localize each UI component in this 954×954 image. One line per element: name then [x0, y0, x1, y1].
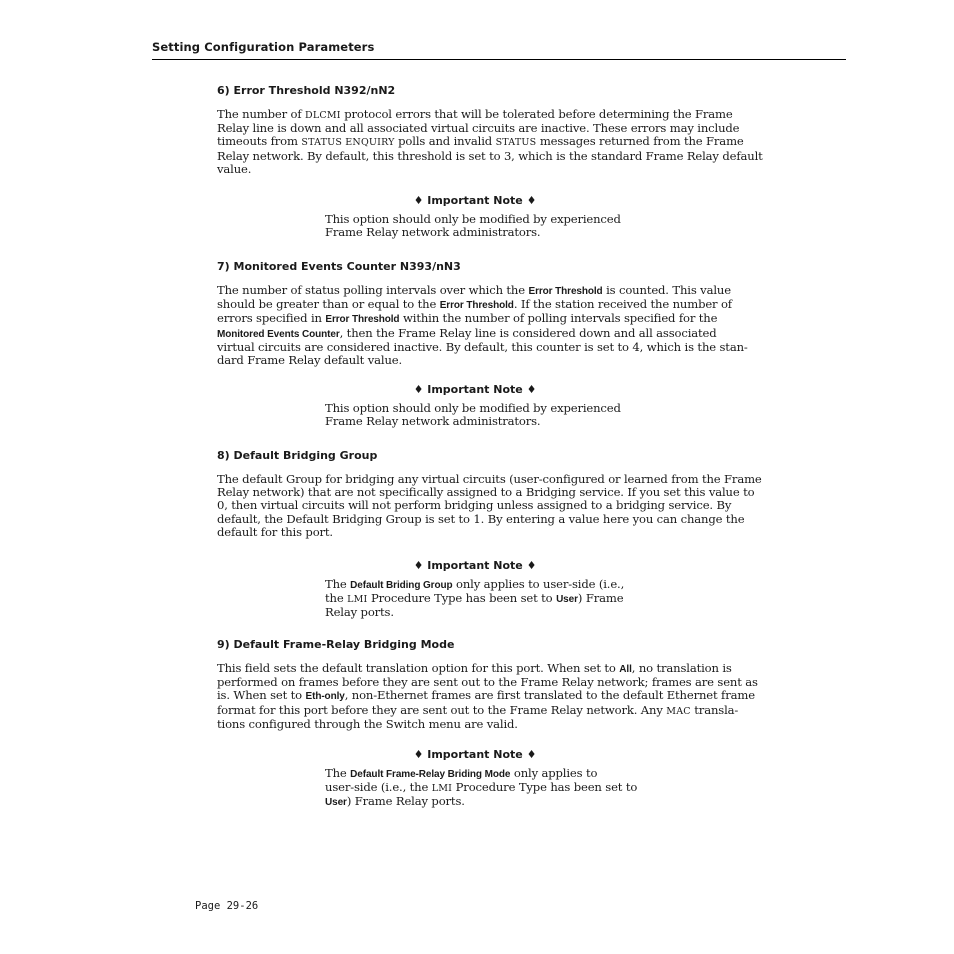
note-title: ♦ Important Note ♦ — [413, 194, 537, 207]
note-title: ♦ Important Note ♦ — [413, 748, 537, 761]
text-line: The Default Briding Group only applies to user-side (i.e., — [325, 577, 625, 591]
text-line: user-side (i.e., the LMI Procedure Type has been set to — [325, 780, 638, 795]
text-line: dard Frame Relay default value. — [217, 353, 403, 368]
parameter-name: Error Threshold — [528, 286, 603, 297]
text-line: value. — [217, 161, 252, 176]
text-line: Relay line is down and all associated virtual circuits are inactive. These errors may include — [217, 121, 740, 136]
parameter-name: Default Frame-Relay Briding Mode — [350, 769, 511, 780]
parameter-name: User — [556, 594, 578, 606]
note-title: ♦ Important Note ♦ — [413, 383, 537, 396]
small-caps-term: LMI — [431, 783, 453, 795]
text-line: format for this port before they are sent out to the Frame Relay network. Any MAC transla- — [217, 702, 739, 717]
parameter-name: Monitored Events Counter — [217, 328, 340, 340]
text-line: The Default Frame-Relay Briding Mode only applies to — [325, 766, 598, 780]
section-heading: 9) Default Frame-Relay Bridging Mode — [217, 638, 455, 651]
text-line: The default Group for bridging any virtual circuits (user-configured or learned from the Frame — [217, 472, 762, 486]
text-line: timeouts from STATUS ENQUIRY polls and invalid STATUS messages returned from the Frame — [217, 134, 744, 149]
page-number: Page 29-26 — [195, 900, 259, 912]
parameter-name: Default Briding Group — [350, 580, 453, 591]
note-body — [325, 767, 655, 810]
note-body — [325, 578, 655, 620]
text-line: The number of DLCMI protocol errors that will be tolerated before determining the Frame — [217, 107, 733, 121]
text-line: Relay network) that are not specifically assigned to a Bridging service. If you set this value to — [217, 485, 755, 500]
text-line: errors specified in Error Threshold within the number of polling intervals specified for the — [217, 311, 718, 326]
parameter-name: Error Threshold — [439, 300, 514, 312]
note-body — [325, 213, 655, 239]
section-paragraph — [217, 284, 757, 367]
text-line: Frame Relay network administrators. — [325, 225, 541, 240]
parameter-name: All — [619, 664, 632, 675]
small-caps-term: STATUS — [495, 137, 537, 149]
section-paragraph — [217, 107, 763, 176]
text-line: should be greater than or equal to the Error Threshold. If the station received the number of — [217, 297, 732, 312]
text-line: Relay ports. — [325, 605, 394, 620]
section-heading: 7) Monitored Events Counter N393/nN3 — [217, 260, 461, 273]
text-line: This field sets the default translation option for this port. When set to All, no translation is — [217, 661, 732, 675]
text-line: User) Frame Relay ports. — [325, 794, 465, 809]
section-paragraph — [217, 472, 762, 539]
text-line: is. When set to Eth-only, non-Ethernet frames are first translated to the default Ethernet frame — [217, 688, 755, 703]
small-caps-term: LMI — [347, 594, 368, 606]
text-line: 0, then virtual circuits will not perform bridging unless assigned to a bridging service. By — [217, 498, 732, 513]
text-line: virtual circuits are considered inactive. By default, this counter is set to 4, which is the stan- — [217, 339, 748, 354]
parameter-name: Error Threshold — [325, 314, 400, 326]
parameter-name: User — [325, 797, 347, 809]
note-body — [325, 402, 655, 428]
header-rule — [152, 59, 846, 60]
small-caps-term: MAC — [666, 705, 691, 717]
parameter-name: Eth-only — [305, 691, 345, 703]
text-line: Relay network. By default, this threshold is set to 3, which is the standard Frame Relay default — [217, 148, 763, 163]
text-line: The number of status polling intervals over which the Error Threshold is counted. This value — [217, 283, 731, 297]
text-line: tions configured through the Switch menu are valid. — [217, 716, 518, 731]
text-line: Frame Relay network administrators. — [325, 414, 541, 429]
running-head: Setting Configuration Parameters — [152, 40, 375, 54]
text-line: This option should only be modified by experienced — [325, 401, 621, 415]
small-caps-term: STATUS ENQUIRY — [301, 137, 395, 149]
text-line: the LMI Procedure Type has been set to User) Frame — [325, 591, 624, 606]
section-heading: 8) Default Bridging Group — [217, 449, 378, 462]
text-line: This option should only be modified by experienced — [325, 212, 621, 226]
section-paragraph — [217, 662, 757, 731]
text-line: default, the Default Bridging Group is set to 1. By entering a value here you can change the — [217, 511, 745, 526]
text-line: performed on frames before they are sent out to the Frame Relay network; frames are sent as — [217, 675, 758, 690]
text-line: default for this port. — [217, 524, 333, 539]
section-heading: 6) Error Threshold N392/nN2 — [217, 84, 396, 97]
small-caps-term: DLCMI — [305, 110, 341, 121]
text-line: Monitored Events Counter, then the Frame Relay line is considered down and all associated — [217, 325, 717, 340]
note-title: ♦ Important Note ♦ — [413, 559, 537, 572]
